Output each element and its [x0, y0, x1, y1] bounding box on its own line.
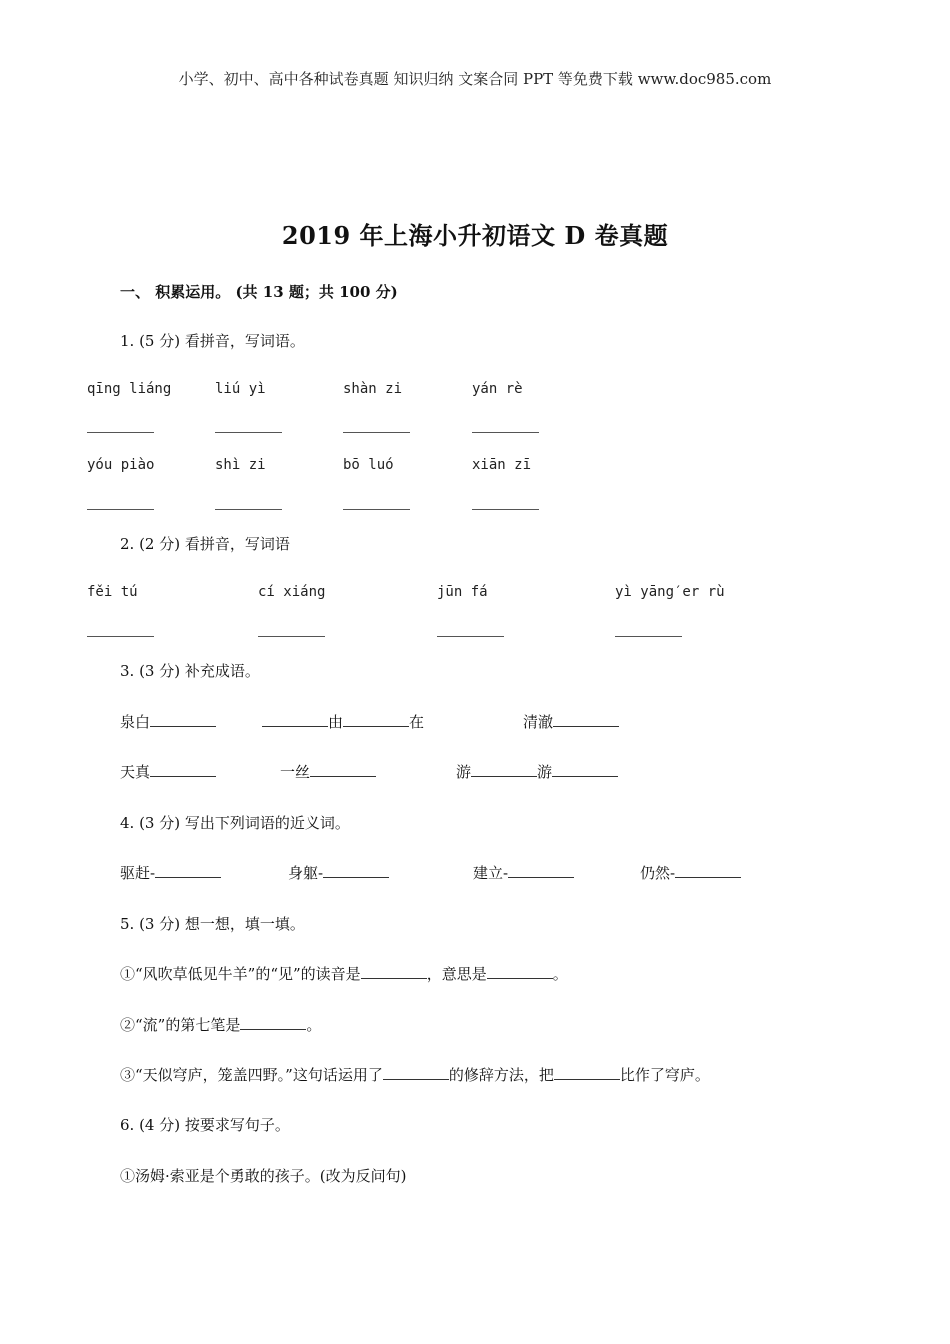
q1-pinyin-3: shàn zi	[343, 381, 403, 397]
q1-pinyin-2: liú yì	[215, 381, 266, 397]
q1-answer-line-2[interactable]	[215, 432, 282, 433]
q3-idiom-5	[280, 761, 376, 782]
q3-idiom-6-text-a: 游	[456, 763, 472, 781]
q3-idiom-1	[120, 711, 216, 732]
q5-s1-text-a: ①“风吹草低见牛羊”的“见”的读音是	[120, 965, 361, 983]
q3-idiom-1-text: 泉白	[120, 713, 151, 731]
q2-answer-line-1[interactable]	[87, 636, 154, 637]
q4-item-1	[120, 862, 221, 883]
q5-sentence-1	[120, 963, 568, 984]
q1-pinyin-8: xiān zī	[472, 457, 532, 473]
q5-s1-text-c: 。	[552, 965, 568, 983]
q5-s1-text-b: ，意思是	[426, 965, 487, 983]
q5-s2-text-a: ②“流”的第七笔是	[120, 1016, 241, 1034]
q3-idiom-2-blank-b[interactable]	[343, 711, 409, 727]
page-header: 小学、初中、高中各种试卷真题 知识归纳 文案合同 PPT 等免费下载 www.doc985.com	[178, 70, 772, 88]
q5-s3-blank-1[interactable]	[383, 1064, 449, 1080]
q3-idiom-4	[120, 761, 216, 782]
q3-idiom-3	[523, 711, 619, 732]
q4-item-3	[473, 862, 574, 883]
q1-pinyin-5: yóu piào	[87, 457, 155, 473]
question-3-label: 3. (3 分) 补充成语。	[120, 662, 260, 680]
q3-idiom-2-text-b: 在	[409, 713, 425, 731]
q2-pinyin-4: yì yāng′er rù	[615, 584, 725, 600]
q3-idiom-4-blank[interactable]	[150, 761, 216, 777]
q4-item-4	[640, 862, 741, 883]
q1-answer-line-6[interactable]	[215, 509, 282, 510]
question-4-label: 4. (3 分) 写出下列词语的近义词。	[120, 814, 350, 832]
q2-pinyin-1: fěi tú	[87, 584, 138, 600]
page-title: 2019 年上海小升初语文 D 卷真题	[281, 221, 669, 250]
q1-pinyin-4: yán rè	[472, 381, 523, 397]
q5-sentence-2	[120, 1014, 321, 1035]
q5-sentence-3	[120, 1064, 710, 1085]
q4-item-1-blank[interactable]	[155, 862, 221, 878]
q5-s3-text-b: 的修辞方法，把	[448, 1066, 554, 1084]
q3-idiom-2	[262, 711, 424, 732]
q5-s3-text-a: ③“天似穹庐，笼盖四野。”这句话运用了	[120, 1066, 383, 1084]
q5-s2-text-b: 。	[306, 1016, 322, 1034]
q4-item-4-blank[interactable]	[675, 862, 741, 878]
question-5-label: 5. (3 分) 想一想，填一填。	[120, 915, 305, 933]
q1-answer-line-8[interactable]	[472, 509, 539, 510]
q1-answer-line-7[interactable]	[343, 509, 410, 510]
q1-answer-line-1[interactable]	[87, 432, 154, 433]
q5-s2-blank[interactable]	[240, 1014, 306, 1030]
q4-item-3-text: 建立-	[473, 864, 509, 882]
question-6-label: 6. (4 分) 按要求写句子。	[120, 1116, 290, 1134]
q1-answer-line-5[interactable]	[87, 509, 154, 510]
q4-item-3-blank[interactable]	[508, 862, 574, 878]
question-2-label: 2. (2 分) 看拼音，写词语	[120, 535, 290, 553]
q5-s1-blank-2[interactable]	[487, 963, 553, 979]
q4-item-4-text: 仍然-	[640, 864, 676, 882]
q5-s3-blank-2[interactable]	[554, 1064, 620, 1080]
q3-idiom-4-text: 天真	[120, 763, 151, 781]
q6-sentence-1: ①汤姆·索亚是个勇敢的孩子。(改为反问句)	[120, 1167, 407, 1185]
q5-s1-blank-1[interactable]	[361, 963, 427, 979]
q2-answer-line-2[interactable]	[258, 636, 325, 637]
q1-pinyin-6: shì zi	[215, 457, 266, 473]
q1-pinyin-7: bō luó	[343, 457, 394, 473]
q2-pinyin-3: jūn fá	[437, 584, 488, 600]
q4-item-2	[288, 862, 389, 883]
q3-idiom-2-blank-a[interactable]	[262, 711, 328, 727]
q3-idiom-2-text-a: 由	[328, 713, 344, 731]
question-1-label: 1. (5 分) 看拼音，写词语。	[120, 332, 305, 350]
q4-item-2-text: 身躯-	[288, 864, 324, 882]
section-heading: 一、 积累运用。 (共 13 题；共 100 分)	[120, 283, 398, 301]
q3-idiom-3-blank[interactable]	[553, 711, 619, 727]
q4-item-2-blank[interactable]	[323, 862, 389, 878]
q3-idiom-1-blank[interactable]	[150, 711, 216, 727]
q1-pinyin-1: qīng liáng	[87, 381, 172, 397]
q3-idiom-5-blank[interactable]	[310, 761, 376, 777]
q3-idiom-6-text-b: 游	[537, 763, 553, 781]
q3-idiom-6-blank-b[interactable]	[552, 761, 618, 777]
q1-answer-line-4[interactable]	[472, 432, 539, 433]
q3-idiom-6	[456, 761, 618, 782]
q2-answer-line-4[interactable]	[615, 636, 682, 637]
q3-idiom-6-blank-a[interactable]	[471, 761, 537, 777]
q3-idiom-3-text: 清澈	[523, 713, 554, 731]
q2-pinyin-2: cí xiáng	[258, 584, 326, 600]
q1-answer-line-3[interactable]	[343, 432, 410, 433]
q4-item-1-text: 驱赶-	[120, 864, 156, 882]
q3-idiom-5-text: 一丝	[280, 763, 311, 781]
q5-s3-text-c: 比作了穹庐。	[619, 1066, 710, 1084]
q2-answer-line-3[interactable]	[437, 636, 504, 637]
